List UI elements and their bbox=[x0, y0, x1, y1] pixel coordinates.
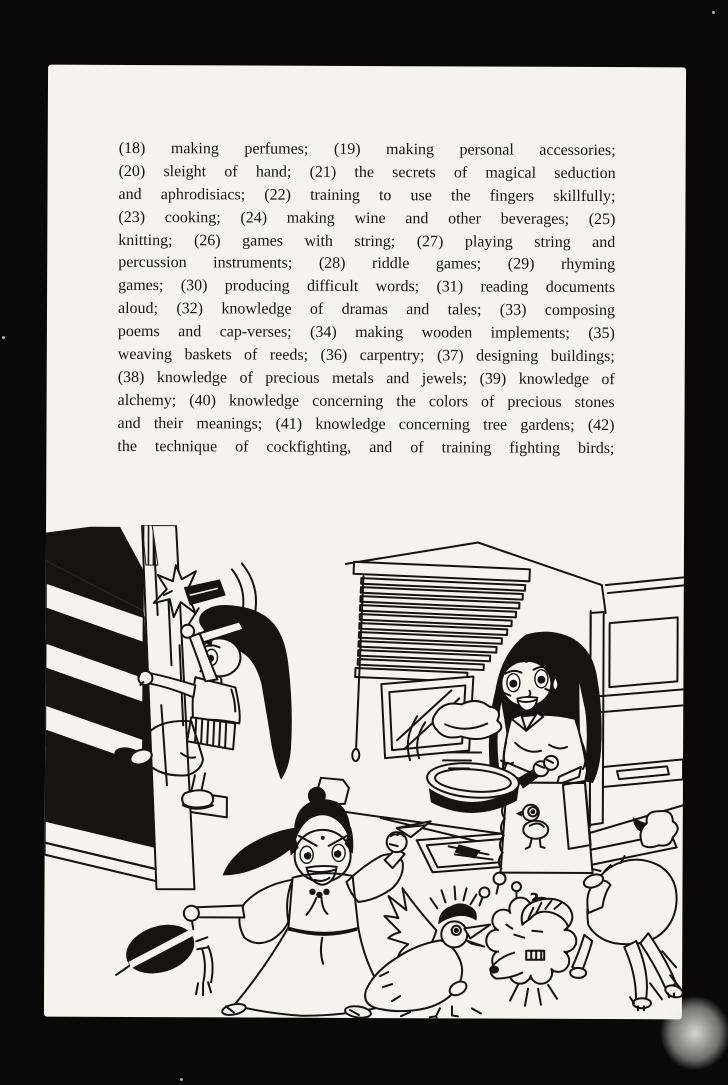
string-instrument bbox=[116, 916, 213, 995]
text-line: games; (30) producing difficult words; (31) reading documents bbox=[118, 277, 616, 297]
text-line: percussion instruments; (28) riddle games; (29) rhyming bbox=[118, 254, 616, 274]
text-line: and their meanings; (41) knowledge concerning tree gardens; (42) bbox=[117, 414, 615, 434]
text-line: and aphrodisiacs; (22) training to use the fingers skillfully; bbox=[118, 185, 616, 205]
rooster bbox=[365, 886, 490, 1019]
text-line: poems and cap-verses; (34) making wooden implements; (35) bbox=[117, 323, 615, 343]
manga-illustration bbox=[44, 525, 684, 1020]
dust-speck bbox=[180, 1078, 183, 1081]
dust-speck bbox=[2, 336, 5, 339]
body-text bbox=[117, 138, 615, 461]
text-line: alchemy; (40) knowledge concerning the colors of precious stones bbox=[117, 391, 615, 411]
text-line: the technique of cockfighting, and of training fighting birds; bbox=[117, 437, 615, 457]
text-line: knitting; (26) games with string; (27) playing string and bbox=[118, 231, 616, 251]
text-line: (38) knowledge of precious metals and jewels; (39) knowledge of bbox=[117, 368, 615, 388]
manga-page bbox=[44, 65, 686, 1020]
text-line: aloud; (32) knowledge of dramas and tales; (33) composing bbox=[117, 300, 616, 320]
text-line: weaving baskets of reeds; (36) carpentry; (37) designing buildings; bbox=[117, 345, 615, 366]
text-line: (20) sleight of hand; (21) the secrets of magical seduction bbox=[118, 162, 616, 182]
text-line: (23) cooking; (24) making wine and other beverages; (25) bbox=[118, 208, 616, 228]
cooking-woman bbox=[488, 631, 602, 873]
text-line: (18) making perfumes; (19) making personal accessories; bbox=[118, 139, 616, 160]
dust-speck bbox=[712, 11, 715, 14]
scan-smudge bbox=[650, 985, 728, 1081]
